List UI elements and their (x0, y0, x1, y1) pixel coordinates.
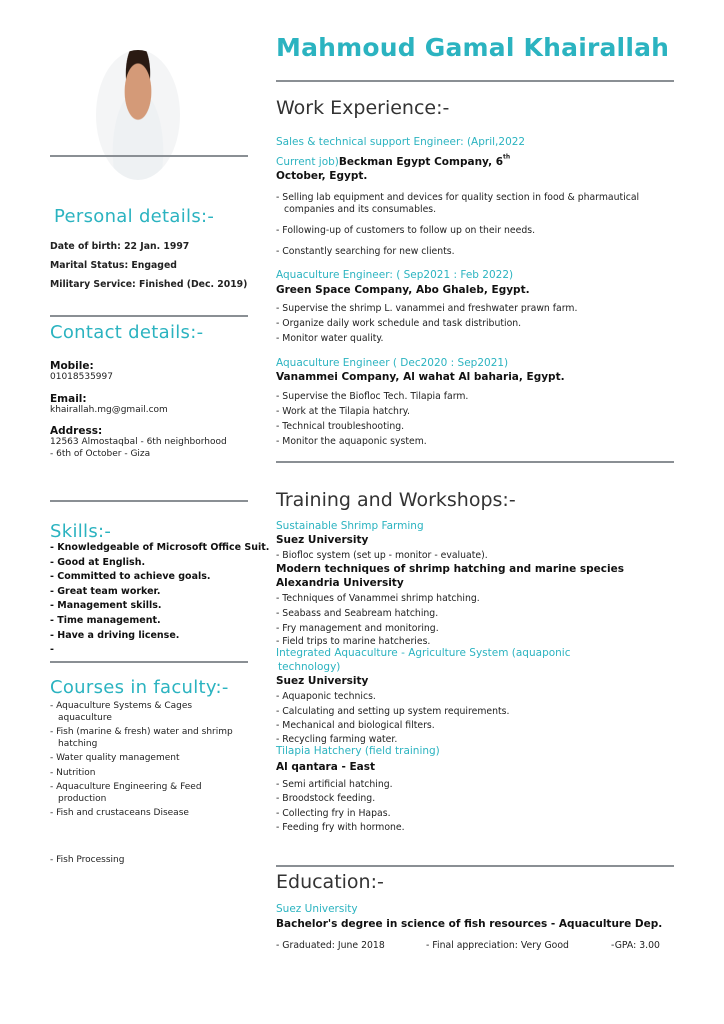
divider (50, 155, 248, 157)
list-item: - Have a driving license. (50, 629, 180, 641)
work-heading: Work Experience:- (276, 97, 450, 119)
divider (276, 461, 674, 463)
list-item: - Supervise the shrimp L. vanammei and freshwater prawn farm. (276, 303, 578, 314)
list-item: - Recycling farming water. (276, 734, 398, 746)
training-1-title: Sustainable Shrimp Farming (276, 520, 424, 532)
job-1-bullet: - Selling lab equipment and devices for quality section in food & pharmautical (276, 192, 640, 203)
job-2-bullets (276, 301, 676, 346)
course-last: - Fish Processing (50, 855, 125, 865)
training-heading: Training and Workshops:- (276, 489, 516, 511)
education-gpa: -GPA: 3.00 (611, 940, 660, 951)
training-1-bullet: - Biofloc system (set up - monitor - evaluate). (276, 550, 488, 561)
list-item: - Collecting fry in Hapas. (276, 807, 391, 819)
list-item: - Monitor the aquaponic system. (276, 436, 427, 447)
job-1-bullet: - Constantly searching for new clients. (276, 245, 455, 257)
education-heading: Education:- (276, 871, 384, 893)
job-2 (276, 269, 676, 346)
list-item: - Technical troubleshooting. (276, 421, 405, 432)
profile-photo (96, 50, 180, 180)
list-item: - Monitor water quality. (276, 333, 384, 344)
training-1-org: Suez University (276, 534, 369, 546)
training-3-bullets (276, 690, 686, 745)
divider (50, 661, 248, 663)
training-2-title: Modern techniques of shrimp hatching and marine species (276, 563, 624, 575)
job-1-title-cont: Current job) (276, 156, 339, 168)
list-item: - Water quality management (50, 753, 180, 763)
email-label: Email: (50, 392, 87, 405)
address-line-2: - 6th of October - Giza (50, 448, 151, 459)
list-item: - Mechanical and biological filters. (276, 720, 435, 732)
contact-details (50, 360, 250, 460)
job-1-bullet: - Following-up of customers to follow up on their needs. (276, 225, 536, 236)
marital-status: Marital Status: Engaged (50, 260, 177, 271)
training-4-bullets (276, 778, 686, 835)
personal-heading: Personal details:- (54, 206, 215, 227)
list-item: - Aquaculture Systems & Cages (50, 701, 193, 711)
email-value: khairallah.mg@gmail.com (50, 404, 168, 415)
candidate-name: Mahmoud Gamal Khairallah (276, 33, 670, 62)
divider (50, 315, 248, 317)
list-item: aquaculture (58, 712, 112, 723)
divider (276, 80, 674, 82)
list-item: production (58, 793, 107, 804)
dob: Date of birth: 22 Jan. 1997 (50, 241, 190, 252)
contact-heading: Contact details:- (50, 322, 204, 343)
job-1-sup: th (503, 153, 511, 161)
military-service: Military Service: Finished (Dec. 2019) (50, 279, 248, 290)
divider (50, 500, 248, 502)
job-3-title: Aquaculture Engineer ( Dec2020 : Sep2021) (276, 357, 509, 369)
skills-list (50, 541, 269, 658)
job-1-title: Sales & technical support Engineer: (April,2022 (276, 136, 526, 148)
list-item: - Supervise the Biofloc Tech. Tilapia farm. (276, 391, 469, 402)
list-item: - Fish (marine & fresh) water and shrimp (50, 727, 233, 737)
job-3-company: Vanammei Company, Al wahat Al baharia, Egypt. (276, 371, 565, 383)
list-item: hatching (58, 738, 98, 749)
skills-heading: Skills:- (50, 521, 112, 542)
courses-heading: Courses in faculty:- (50, 677, 229, 698)
list-item: - Committed to achieve goals. (50, 571, 211, 583)
address-label: Address: (50, 425, 103, 437)
divider (276, 865, 674, 867)
list-item: - Fish and crustaceans Disease (50, 808, 189, 818)
courses-list (50, 701, 233, 820)
education-graduated: - Graduated: June 2018 (276, 940, 385, 951)
mobile-label: Mobile: (50, 360, 94, 372)
list-item: - Seabass and Seabream hatching. (276, 608, 439, 619)
training-4-title: Tilapia Hatchery (field training) (276, 745, 440, 758)
job-2-title: Aquaculture Engineer: ( Sep2021 : Feb 2022) (276, 269, 514, 281)
address-line-1: 12563 Almostaqbal - 6th neighborhood (50, 437, 227, 447)
training-4-org: Al qantara - East (276, 761, 376, 774)
personal-details (50, 237, 247, 294)
list-item: - Great team worker. (50, 585, 161, 597)
list-item: - Work at the Tilapia hatchry. (276, 406, 410, 417)
list-item: - Field trips to marine hatcheries. (276, 636, 431, 647)
list-item: - Aquaculture Engineering & Feed (50, 782, 202, 792)
job-1-company-line (276, 150, 676, 169)
training-2-bullets (276, 591, 686, 647)
list-item: - Broodstock feeding. (276, 793, 376, 805)
job-2-company: Green Space Company, Abo Ghaleb, Egypt. (276, 284, 530, 296)
training-3-org: Suez University (276, 675, 369, 687)
education-degree: Bachelor's degree in science of fish resources - Aquaculture Dep. (276, 918, 663, 930)
training-2-org: Alexandria University (276, 577, 404, 589)
list-item: - Semi artificial hatching. (276, 779, 393, 791)
job-3 (276, 357, 676, 449)
list-item: - Fry management and monitoring. (276, 623, 439, 634)
list-item: - Feeding fry with hormone. (276, 822, 405, 833)
list-item: - Nutrition (50, 767, 96, 778)
education-appreciation: - Final appreciation: Very Good (426, 940, 569, 951)
list-item: - Calculating and setting up system requirements. (276, 705, 510, 717)
job-3-bullets (276, 389, 676, 449)
list-item: - Aquaponic technics. (276, 691, 376, 702)
training-3-title: Integrated Aquaculture - Agriculture System (aquaponic (276, 647, 571, 659)
job-1-company: Beckman Egypt Company, 6 (338, 156, 504, 168)
job-1-bullet-cont: companies and its consumables. (284, 203, 437, 215)
list-item: - Time management. (50, 614, 161, 626)
list-item: - Good at English. (50, 556, 146, 568)
training-3-title-cont: technology) (278, 661, 341, 673)
list-item: - Techniques of Vanammei shrimp hatching. (276, 593, 480, 604)
education-university: Suez University (276, 903, 358, 915)
list-item: - Knowledgeable of Microsoft Office Suit. (50, 542, 270, 553)
list-item: - (50, 644, 54, 656)
list-item: - Organize daily work schedule and task distribution. (276, 318, 522, 329)
job-1-location: October, Egypt. (276, 170, 368, 182)
job-1 (276, 136, 676, 259)
mobile-value: 01018535997 (50, 372, 113, 382)
list-item: - Management skills. (50, 600, 162, 612)
training-list (276, 520, 686, 835)
